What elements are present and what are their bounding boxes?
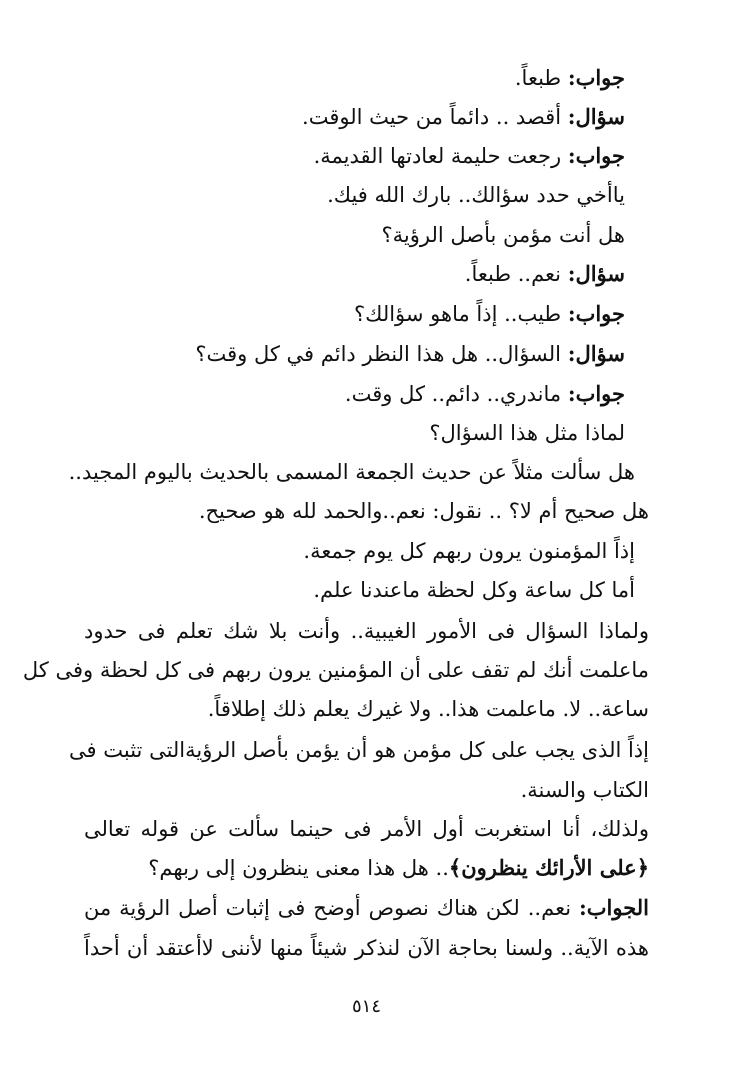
line-label: جواب:: [567, 381, 625, 406]
text-line: [22, 656, 649, 686]
line-text: هذه الآية.. ولسنا بحاجة الآن لنذكر شيئاً منها لأننى لاأعتقد أن أحداً: [84, 936, 649, 960]
line-text: السؤال.. هل هذا النظر دائم في كل وقت؟: [195, 342, 568, 366]
text-line: [465, 260, 625, 290]
text-line: [84, 815, 649, 845]
text-line: [84, 934, 649, 964]
line-text: ماعلمت أنك لم تقف على أن المؤمنين يرون ربهم فى كل لحظة وفى كل: [22, 658, 649, 682]
line-text: هل أنت مؤمن بأصل الرؤية؟: [381, 223, 625, 247]
text-line: [515, 64, 625, 94]
text-line: [382, 221, 626, 251]
text-line: [148, 854, 649, 884]
line-text: ساعة.. لا. ماعلمت هذا.. ولا غيرك يعلم ذلك إطلاقاً.: [207, 697, 649, 721]
line-text: ياأخي حدد سؤالك.. بارك الله فيك.: [327, 183, 625, 207]
line-text: لماذا مثل هذا السؤال؟: [429, 421, 625, 445]
line-label: جواب:: [567, 143, 625, 168]
line-text: نعم.. لكن هناك نصوص أوضح فى إثبات أصل الرؤية من: [84, 896, 579, 920]
line-text: هل صحيح أم لا؟ .. نقول: نعم..والحمد لله هو صحيح.: [198, 499, 649, 523]
text-line: [429, 419, 625, 449]
quran-quote: ﴿على الأرائك ينظرون﴾: [448, 855, 649, 880]
page-number: ٥١٤: [351, 996, 381, 1017]
text-line: [354, 300, 625, 330]
line-text: نعم.. طبعاً.: [464, 262, 568, 286]
line-text: الكتاب والسنة.: [520, 778, 649, 802]
line-label: الجواب:: [579, 895, 649, 920]
line-text: .. هل هذا معنى ينظرون إلى ربهم؟: [148, 856, 449, 880]
line-text: ولذلك، أنا استغربت أول الأمر فى حينما سألت عن قوله تعالى: [84, 817, 649, 841]
text-line: [69, 736, 649, 766]
line-label: جواب:: [567, 65, 625, 90]
text-line: [314, 142, 625, 172]
line-text: طبعاً.: [514, 66, 568, 90]
line-text: هل سألت مثلاً عن حديث الجمعة المسمى بالحديث باليوم المجيد..: [68, 460, 635, 484]
line-label: سؤال:: [567, 104, 625, 129]
text-line: [69, 458, 635, 488]
text-line: [303, 537, 635, 567]
text-line: [313, 576, 635, 606]
line-label: سؤال:: [567, 341, 625, 366]
text-line: [195, 340, 625, 370]
text-line: [345, 380, 625, 410]
text-line: [84, 617, 649, 647]
text-line: [521, 776, 649, 806]
line-label: سؤال:: [567, 261, 625, 286]
line-text: ماندري.. دائم.. كل وقت.: [344, 382, 568, 406]
line-text: إذاً الذى يجب على كل مؤمن هو أن يؤمن بأصل الرؤيةالتى تثبت فى: [69, 738, 649, 762]
line-text: ولماذا السؤال فى الأمور الغيبية.. وأنت بلا شك تعلم فى حدود: [84, 619, 649, 643]
line-text: طيب.. إذاً ماهو سؤالك؟: [353, 302, 568, 326]
text-line: [84, 894, 649, 924]
text-line: [327, 181, 625, 211]
line-text: رجعت حليمة لعادتها القديمة.: [313, 144, 568, 168]
line-label: جواب:: [567, 301, 625, 326]
text-line: [302, 103, 625, 133]
line-text: أقصد .. دائماً من حيث الوقت.: [302, 105, 568, 129]
text-line: [208, 695, 649, 725]
line-text: إذاً المؤمنون يرون ربهم كل يوم جمعة.: [303, 539, 635, 563]
line-text: أما كل ساعة وكل لحظة ماعندنا علم.: [313, 578, 635, 602]
text-line: [199, 497, 649, 527]
